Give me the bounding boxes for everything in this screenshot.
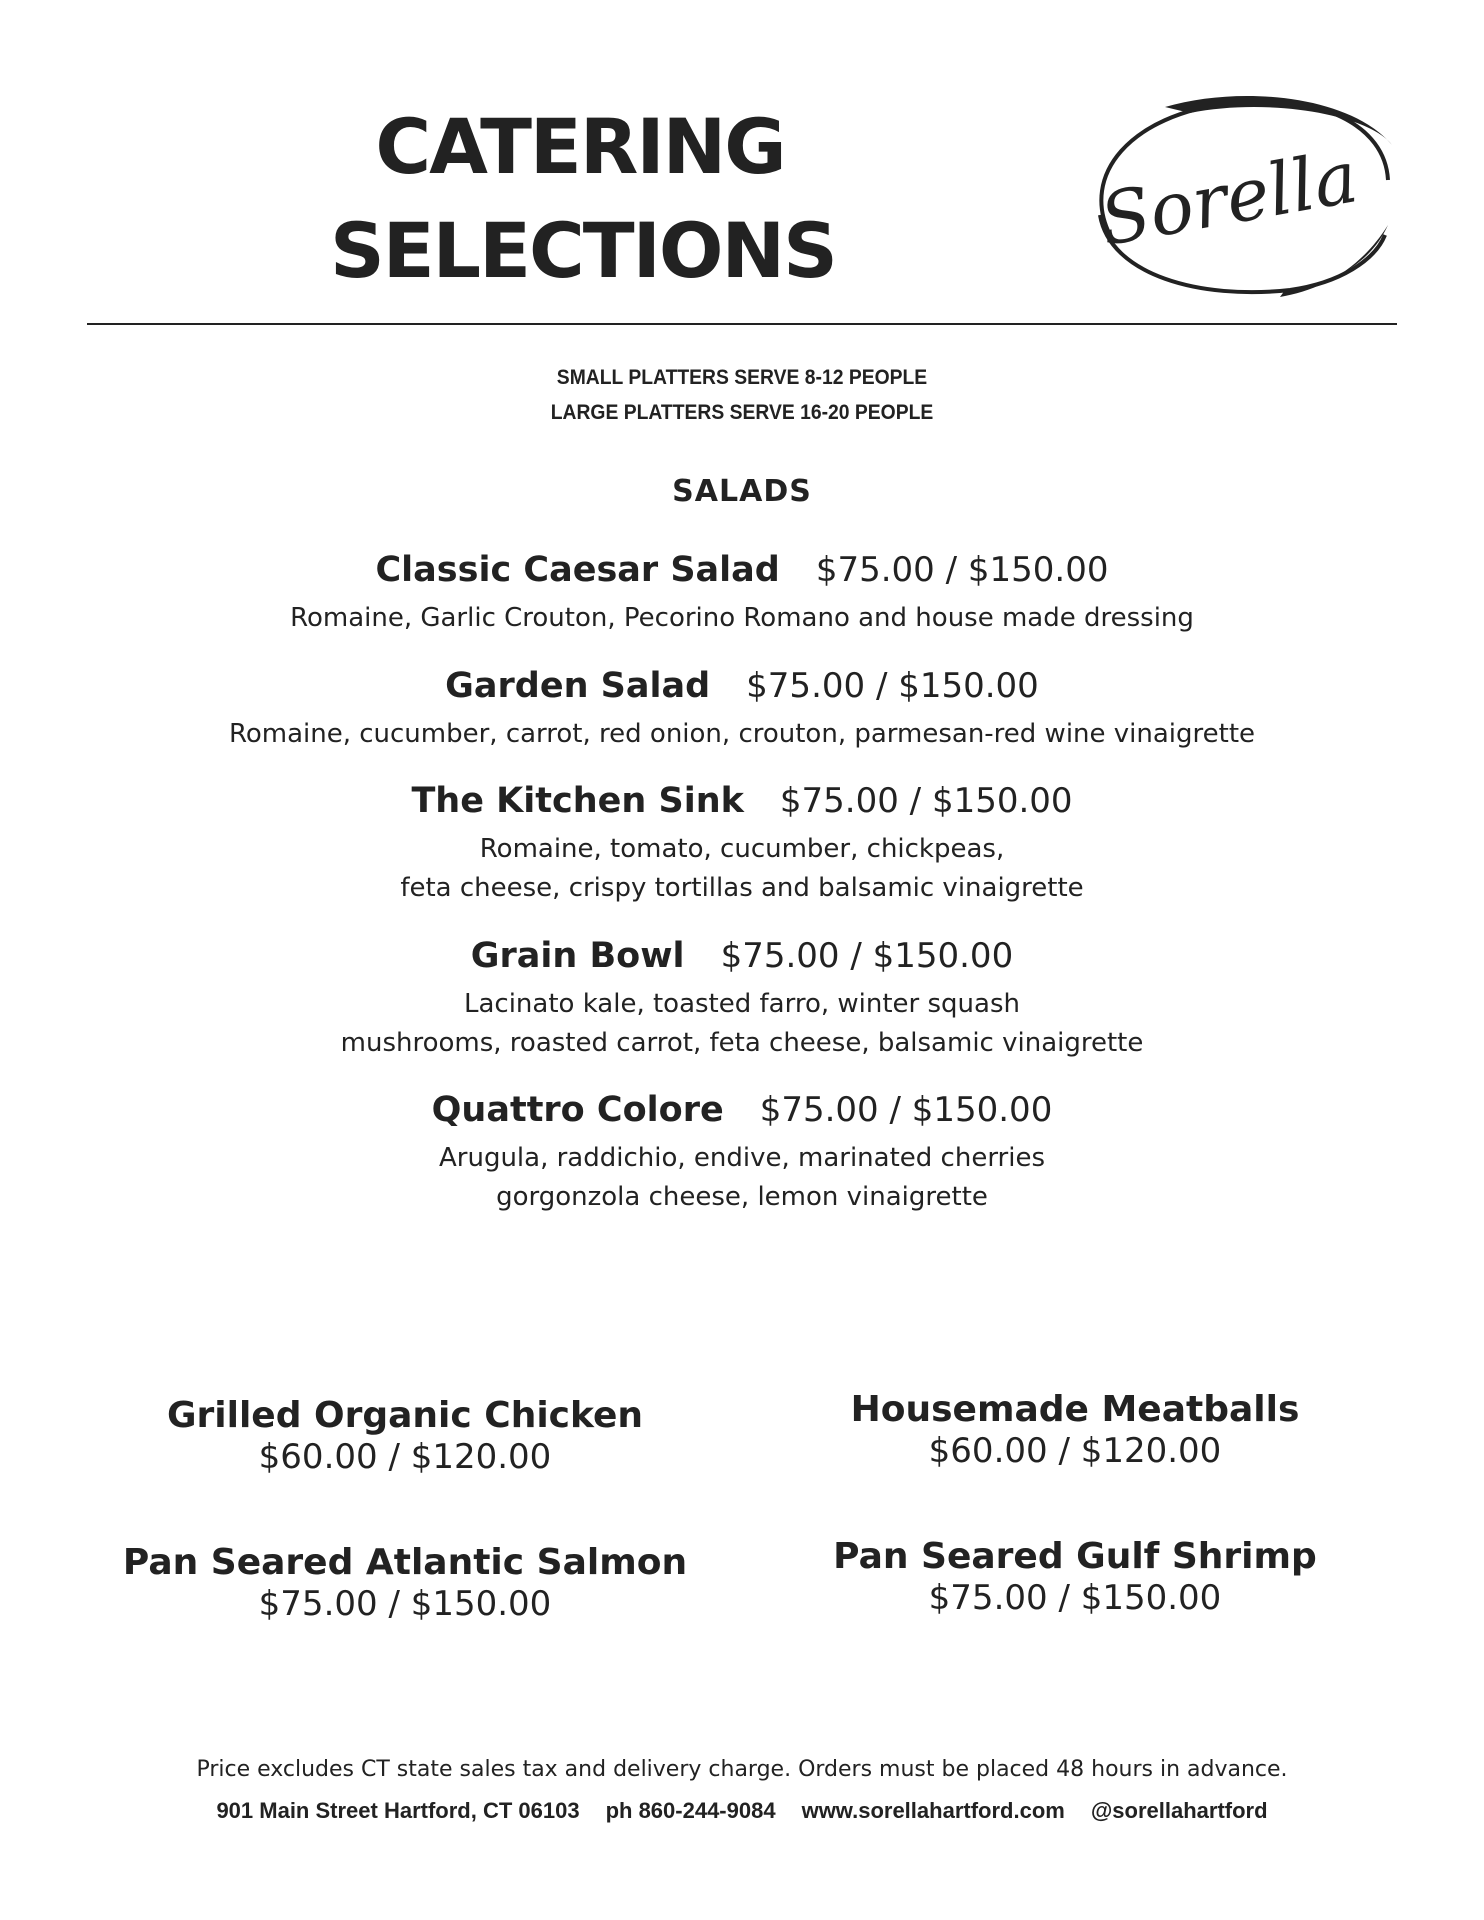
sorella-logo-graphic <box>1070 85 1400 310</box>
salad-name: Quattro Colore <box>431 1090 724 1130</box>
footer-social[interactable]: @sorellahartford <box>1090 1798 1268 1823</box>
entree-item <box>95 1542 715 1624</box>
salad-description: Romaine, Garlic Crouton, Pecorino Romano and house made dressing <box>290 603 1194 633</box>
logo-text: Sorella <box>1094 134 1364 262</box>
salad-item <box>0 663 1484 754</box>
salad-description: Arugula, raddichio, endive, marinated cherries <box>438 1143 1046 1173</box>
footer-note: Price excludes CT state sales tax and delivery charge. Orders must be placed 48 hours in advance. <box>196 1757 1288 1782</box>
salad-item <box>0 778 1484 908</box>
entree-price: $60.00 / $120.00 <box>928 1431 1222 1471</box>
salad-item <box>0 547 1484 638</box>
salad-description: Lacinato kale, toasted farro, winter squash <box>463 989 1020 1019</box>
salad-price: $75.00 / $150.00 <box>759 1090 1053 1130</box>
entree-name: Pan Seared Gulf Shrimp <box>833 1536 1317 1577</box>
salad-price: $75.00 / $150.00 <box>779 781 1073 821</box>
platter-info <box>59 360 1424 430</box>
large-platter-info: LARGE PLATTERS SERVE 16-20 PEOPLE <box>550 401 934 424</box>
salad-item <box>0 933 1484 1063</box>
footer-contact <box>0 1796 1484 1826</box>
entree-item <box>765 1389 1385 1471</box>
salad-price: $75.00 / $150.00 <box>746 666 1039 706</box>
salad-description: Romaine, cucumber, carrot, red onion, crouton, parmesan-red wine vinaigrette <box>228 719 1256 749</box>
page-title-line-1: CATERING <box>375 102 785 191</box>
entree-price: $75.00 / $150.00 <box>928 1578 1222 1618</box>
salad-description: Romaine, tomato, cucumber, chickpeas, <box>479 834 1005 864</box>
footer-website[interactable]: www.sorellahartford.com <box>801 1798 1065 1823</box>
salad-description: mushrooms, roasted carrot, feta cheese, balsamic vinaigrette <box>340 1028 1144 1058</box>
salad-name: Grain Bowl <box>470 936 685 976</box>
header-divider <box>87 323 1397 325</box>
small-platter-info: SMALL PLATTERS SERVE 8-12 PEOPLE <box>556 366 928 389</box>
footer-phone: ph 860-244-9084 <box>605 1798 776 1823</box>
entree-name: Housemade Meatballs <box>850 1389 1300 1430</box>
salad-name: Garden Salad <box>445 666 711 706</box>
entree-name: Pan Seared Atlantic Salmon <box>122 1542 688 1583</box>
salad-price: $75.00 / $150.00 <box>815 550 1109 590</box>
entree-price: $75.00 / $150.00 <box>258 1584 552 1624</box>
entree-item <box>95 1395 715 1477</box>
salad-name: The Kitchen Sink <box>411 781 744 821</box>
footer-address: 901 Main Street Hartford, CT 06103 <box>216 1798 580 1823</box>
salad-description: feta cheese, crispy tortillas and balsamic vinaigrette <box>400 873 1084 903</box>
salad-name: Classic Caesar Salad <box>375 550 780 590</box>
entree-name: Grilled Organic Chicken <box>166 1395 644 1436</box>
sorella-logo <box>1070 85 1400 310</box>
entree-price: $60.00 / $120.00 <box>258 1437 552 1477</box>
page-title <box>330 95 836 303</box>
salad-description: gorgonzola cheese, lemon vinaigrette <box>496 1182 988 1212</box>
page-title-line-2: SELECTIONS <box>330 206 836 295</box>
salad-price: $75.00 / $150.00 <box>720 936 1014 976</box>
salads-heading: SALADS <box>672 474 812 509</box>
entree-item <box>765 1536 1385 1618</box>
salad-item <box>0 1087 1484 1217</box>
